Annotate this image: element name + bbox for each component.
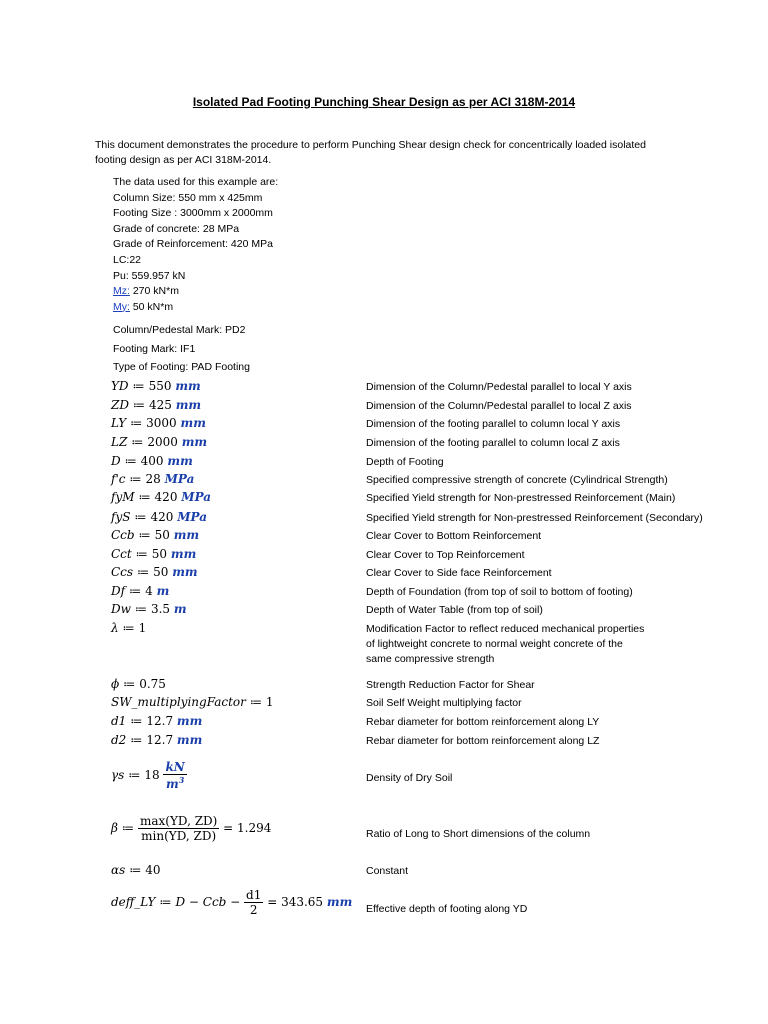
- desc-fym: Specified Yield strength for Non-prestressed Reinforcement (Main): [366, 492, 676, 504]
- math-lambda: λ ≔ 1: [111, 621, 147, 635]
- desc-df: Depth of Foundation (from top of soil to bottom of footing): [366, 586, 633, 598]
- intro-paragraph: [95, 138, 695, 168]
- math-d2: d2 ≔ 12.7 mm: [111, 733, 203, 747]
- data-heading: The data used for this example are:: [113, 176, 279, 188]
- desc-alpha: Constant: [366, 865, 409, 877]
- beta-fraction: $\frac{\max(YD, ZD)}{\min(YD, ZD)}$: [139, 814, 218, 843]
- desc-lambda-line-3: same compressive strength: [366, 653, 495, 665]
- math-fys: fyS ≔ 420 MPa: [111, 510, 207, 524]
- math-d1: d1 ≔ 12.7 mm: [111, 714, 203, 728]
- desc-phi: Strength Reduction Factor for Shear: [366, 679, 535, 691]
- my-value: 50 kN*m: [129, 300, 174, 313]
- math-phi: ϕ ≔ 0.75: [111, 677, 166, 691]
- math-ccb: Ccb ≔ 50 mm: [111, 528, 200, 542]
- desc-gamma: Density of Dry Soil: [366, 772, 453, 784]
- math-d: D ≔ 400 mm: [111, 454, 193, 468]
- math-dw: Dw ≔ 3.5 m: [111, 602, 187, 616]
- desc-d2: Rebar diameter for bottom reinforcement along LZ: [366, 735, 600, 747]
- desc-fc: Specified compressive strength of concrete (Cylindrical Strength): [366, 474, 668, 486]
- footing-size: Footing Size : 3000mm x 2000mm: [113, 207, 273, 220]
- desc-beta: Ratio of Long to Short dimensions of the column: [366, 828, 591, 840]
- moment-my: [113, 300, 413, 316]
- my-link[interactable]: My:: [113, 300, 130, 313]
- desc-sw: Soil Self Weight multiplying factor: [366, 697, 522, 709]
- intro-line-2: footing design as per ACI 318M-2014.: [95, 154, 272, 166]
- math-sw: SW_multiplyingFactor ≔ 1: [111, 695, 274, 709]
- column-size: Column Size: 550 mm x 425mm: [113, 191, 263, 204]
- desc-zd: Dimension of the Column/Pedestal parallel to local Z axis: [366, 400, 632, 412]
- desc-ly: Dimension of the footing parallel to column local Y axis: [366, 418, 621, 430]
- desc-yd: Dimension of the Column/Pedestal parallel to local Y axis: [366, 381, 632, 393]
- desc-cct: Clear Cover to Top Reinforcement: [366, 549, 525, 561]
- grade-of-reinforcement: Grade of Reinforcement: 420 MPa: [113, 238, 273, 251]
- moment-mz: [113, 284, 413, 300]
- math-fym: fyM ≔ 420 MPa: [111, 490, 212, 504]
- gamma-unit-fraction: $\frac{kN}{m^3}$: [165, 760, 185, 791]
- math-cct: Cct ≔ 50 mm: [111, 547, 197, 561]
- input-data-block: [113, 175, 413, 315]
- document-title: Isolated Pad Footing Punching Shear Design as per ACI 318M-2014: [192, 95, 576, 109]
- math-ly: LY ≔ 3000 mm: [111, 416, 206, 430]
- footing-mark: Footing Mark: IF1: [113, 343, 196, 355]
- math-alpha: αs ≔ 40: [111, 863, 161, 877]
- mz-link[interactable]: Mz:: [113, 285, 130, 298]
- desc-d: Depth of Footing: [366, 456, 444, 468]
- column-mark: Column/Pedestal Mark: PD2: [113, 324, 246, 336]
- desc-deff: Effective depth of footing along YD: [366, 903, 528, 915]
- desc-ccb: Clear Cover to Bottom Reinforcement: [366, 530, 542, 542]
- desc-lambda: [366, 622, 644, 667]
- math-yd: YD ≔ 550 mm: [111, 379, 201, 393]
- math-df: Df ≔ 4 m: [111, 584, 170, 598]
- math-deff: deff_LY ≔ D − Ccb − $\frac{d1}{2}$ = 343.65 mm: [111, 888, 353, 917]
- intro-line-1: This document demonstrates the procedure to perform Punching Shear design check for concentrically loaded isolated: [95, 139, 646, 151]
- axial-load: Pu: 559.957 kN: [113, 269, 186, 282]
- math-beta: β ≔ $\frac{\max(YD, ZD)}{\min(YD, ZD)}$ = 1.294: [111, 814, 272, 843]
- desc-ccs: Clear Cover to Side face Reinforcement: [366, 567, 552, 579]
- grade-of-concrete: Grade of concrete: 28 MPa: [113, 222, 240, 235]
- desc-fys: Specified Yield strength for Non-prestressed Reinforcement (Secondary): [366, 512, 703, 524]
- math-zd: ZD ≔ 425 mm: [111, 398, 202, 412]
- desc-lz: Dimension of the footing parallel to column local Z axis: [366, 437, 620, 449]
- math-ccs: Ccs ≔ 50 mm: [111, 565, 198, 579]
- math-gamma: γs ≔ 18 $\frac{kN}{m^3}$: [111, 760, 185, 791]
- desc-d1: Rebar diameter for bottom reinforcement along LY: [366, 716, 600, 728]
- load-case: LC:22: [113, 253, 142, 266]
- mz-value: 270 kN*m: [129, 285, 179, 298]
- math-fc: f'c ≔ 28 MPa: [111, 472, 195, 486]
- deff-fraction: $\frac{d1}{2}$: [246, 888, 262, 917]
- footing-type: Type of Footing: PAD Footing: [113, 361, 250, 373]
- desc-lambda-line-1: Modification Factor to reflect reduced mechanical properties: [366, 623, 645, 635]
- desc-dw: Depth of Water Table (from top of soil): [366, 604, 543, 616]
- desc-lambda-line-2: of lightweight concrete to normal weight concrete of the: [366, 638, 623, 650]
- math-lz: LZ ≔ 2000 mm: [111, 435, 208, 449]
